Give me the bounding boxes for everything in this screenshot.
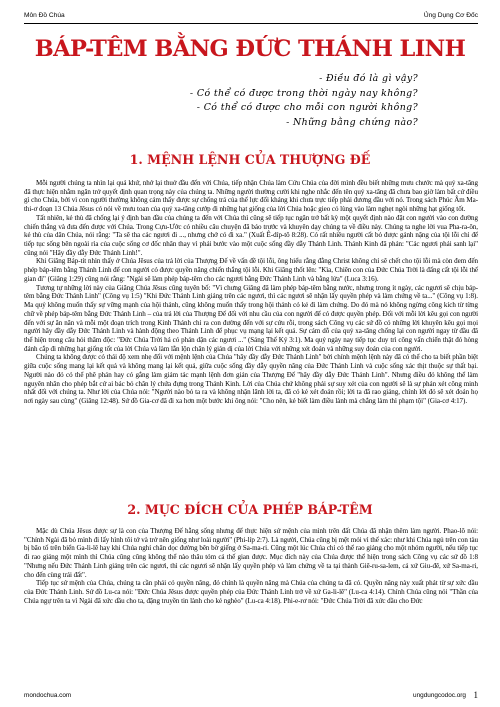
paragraph: Tương tự những lời này của Giăng Chúa Jêsus cũng tuyên bố: "Vì chưng Giăng đã làm phép báp-têm bằng nước, nhưng trong ít ngày, các ngươi sẽ chịu báp-têm bằng Đức Thánh Linh" (Công vụ 1:5) "Khi Đức Thánh Linh giáng trên các ngươi, thì các ngươi sẽ nhận lấy quyền phép và làm chứng về ta..." (Công vụ 1:8). Ma quỷ không muốn thấy sự vững mạnh của hội thánh, cũng không muốn thấy trong hội thánh có kẻ đi làm chứng. Do đó mà nó không ngừng công kích từ từng chữ về phép báp-têm bằng Đức Thánh Linh – của trả lời của Thượng Đế đối với nhu cầu của con người để có được quyền phép. Đối với mỗi lời kêu gọi con người đến với sự ăn năn và mỗi một đoạn trích trong Kinh Thánh chỉ ra con đường đến với sự cứu rỗi, trong sách Công vụ các sứ đồ có những lời khuyên kêu gọi mọi người hãy đầy dẫy Đức Thánh Linh và hành động theo Thánh Linh để phục vụ mạng lại kết quả. Sự cám dỗ của quỷ xa-tăng chống lại con người ngay từ đầu đã thể hiện trong câu hỏi thâm độc: "Đức Chúa Trời há có phán dặn các ngươi ..." (Sáng Thế Ký 3:1). Ma quỷ ngày nay tiếp tục duy trì công vấn chiến thật đó hòng đánh cắp đi những hạt giống tốt của lời Chúa và làm lẫn lộn chân lý giản dị của lời Chúa với những xét đoán và những suy đoán của con người.	[24, 283, 478, 353]
question-list	[118, 72, 418, 130]
page-footer	[24, 687, 478, 699]
question-item: - Những bằng chứng nào?	[286, 116, 418, 128]
section-body	[24, 527, 478, 605]
footer-left-link[interactable]: mondochua.com	[24, 692, 72, 699]
section-heading: 1. MỆNH LỆNH CỦA THƯỢNG ĐẾ	[129, 152, 371, 167]
question-item: - Điều đó là gì vậy?	[319, 73, 418, 84]
section-body	[24, 179, 478, 406]
section-heading: 2. MỤC ĐÍCH CỦA PHÉP BÁP-TÊM	[127, 502, 373, 517]
paragraph: Tất nhiên, kẻ thù đã chống lại ý định ban đầu của chúng ta đến với Chúa thì cũng sẽ tiếp tục ngăn trở bất kỳ một quyết định nào đặt con người vào con đường chiến thắng và đưa đến được với Chúa. Trong Cựu-Ước có nhiều câu chuyện đã báo trước và khuyên dạy chúng ta về điều này. Chúng ta nghe lời vua Pha-ra-ôn, kẻ thù của dân Chúa, nói rằng: "Ta sẽ tha các ngươi đi ..., nhưng chớ có đi xa." (Xuất Ê-díp-tô 8:28). Có rất nhiều người cất bỏ được gánh nặng của tội lỗi chỉ để tiếp tục sống bên ngoài rìa của cuộc sống cơ đốc nhân thay vì phải bước vào một cuộc sống đầy dẫy Thánh Linh. Thánh Kinh đã phán: "Các ngươi phải sanh lại" cũng nói "Hãy đầy dẫy Đức Thánh Linh!".	[24, 213, 478, 257]
page-header	[24, 11, 478, 24]
header-right-text: Ủng Dụng Cơ Đốc	[423, 12, 478, 19]
question-item: - Có thể có được trong thời ngày nay không?	[189, 87, 418, 99]
footer-right-link[interactable]: ungdungcodoc.org	[413, 692, 466, 699]
paragraph: Khi Giăng Báp-tít nhìn thấy ở Chúa Jêsus của trả lời của Thượng Đế về vấn đề tội lỗi, ông hiểu rằng đằng Christ không chỉ sẽ chết cho tội lỗi mà còn đem đến phép báp-têm bằng Thánh Linh để con người có được quyền năng chiến thắng tội lỗi. Khi Giăng thốt lên: "Kìa, Chiên con của Đức Chúa Trời là đấng cất tội lỗi thế gian đi" (Giăng 1:29) cũng nói rằng: "Ngài sẽ làm phép báp-têm cho các ngươi bằng Đức Thánh Linh và bằng lửa" (Luca 3:16).	[24, 257, 478, 283]
paragraph: Mặc dù Chúa Jêsus được sự là con của Thượng Đế hằng sống nhưng để thực hiện sứ mệnh của mình trên đất Chúa đã nhận thêm làm người. Phao-lô nói: "Chính Ngài đã bỏ mình đi lấy hình tôi tớ và trở nên giống như loài người" (Phi-líp 2:7). Là người, Chúa cũng bị mệt mỏi vì thế xác: như khi Chúa ngủ trên con tàu bị bão tố trên biển Ga-li-lê hay khi Chúa nghỉ chân dọc đường bên bờ giếng ở Sa-ma-ri. Cũng một lúc Chúa chỉ có thể rao giảng cho một nhóm người, nếu tiếp tục đi rao giảng một mình thì Chúa cũng cũng không thể nào thâu tóm cả thế gian được. Mục đích này của Chúa được thể hiện trong sách Công vụ các sứ đồ 1:8 "Nhưng nếu Đức Thánh Linh giáng trên các ngươi, thì các ngươi sẽ nhận lấy quyền phép và làm chứng về ta tại thành Giê-ru-sa-lem, cả xứ Giu-đê, xứ Sa-ma-ri, cho đến cùng trái đất".	[24, 527, 478, 579]
document-title: BÁP-TÊM BẰNG ĐỨC THÁNH LINH	[34, 36, 466, 62]
header-left-text: Môn Đồ Chúa	[24, 12, 65, 19]
paragraph: Chúng ta không được có thái độ xem nhẹ đối với mệnh lệnh của Chúa "hãy đầy dẫy Đức Thánh Linh" bởi chính mệnh lệnh này đã có thể cho ta biết phần biệt giữa cuộc sống mang lại kết quả và không mang lại kết quả, giữa cuộc sống đầy dẫy quyền năng của Đức Thánh Linh và cuộc sống xác thịt thuộc sự thất bại. Người nào đó có thể phê phán hay có gắng làm giảm tác mạnh lệnh đơn giản của Thượng Đế "hãy đầy dẫy Đức Thánh Linh". Nhưng điều đó không thể làm nguyên nhân cho phép bắt cứ ai bác bỏ chân lý chứa đựng trong Thánh Kinh. Lời của Chúa chứ không phải sự suy xét của con người sẽ là sự phán xét công minh nhất đối với chúng ta. Như lời của Chúa nói: "Người nào bỏ ta ra và không nhận lãnh lời ta, đã có kẻ xét đoán rồi; lời ta đã rao giảng, chính lời đó sẽ xét đoán họ nơi ngày sau cùng" (Giăng 12:48). Sứ đồ Gia-cơ đã đi xa hơn một bước khi ông nói: "Cho nên, kẻ biết làm điều lành mà chẳng làm thì phạm tội" (Gia-cơ 4:17).	[24, 353, 478, 405]
paragraph: Mỗi người chúng ta nhìn lại quá khứ, nhớ lại thuở đầu đến với Chúa, tiếp nhận Chúa làm Cứu Chúa của đời mình đều biết những mưu chước mà quỷ xa-tăng đã thực hiện nhằm ngăn trở quyết định quan trọng này của chúng ta. Những người thường cười khi nghe nhắc đến tên quỷ xa-tăng đã chưa bao giờ làm bất cứ điều gì cho Chúa, bởi vì con người thường không cảm thấy được sự chống trả của thế lực đối kháng khi chưa trực tiếp phải đương đầu với nó. Trong sách Phúc Âm Ma-thi-ơ đoạn 13 Chúa Jêsus có nói về mưu toan của quỷ xa-tăng cướp đi những hạt giống của lời Chúa hoặc gieo cỏ lùng vào làm nghẹt ngòi những hạt giống tốt.	[24, 179, 478, 214]
page-number: 1	[473, 690, 478, 700]
paragraph: Tiếp tục sứ mệnh của Chúa, chúng ta cần phải có quyền năng, đó chính là quyền năng mà Chúa của chúng ta đã có. Quyền năng này xuất phát từ sự xức dầu của Đức Thánh Linh. Sứ đồ Lu-ca nói: "Đức Chúa Jêsus được quyền phép của Đức Thánh Linh trở về xứ Ga-li-lê" (Lu-ca 4:14). Chính Chúa cũng nói "Thần của Chúa ngự trên ta vì Ngài đã xức dầu cho ta, đặng truyền tin lành cho kẻ nghèo" (Lu-ca 4:18). Phi-e-rơ nói: "Đức Chúa Trời đã xức dầu cho Đức	[24, 579, 478, 605]
question-item: - Có thể có được cho mỗi con người không?	[196, 102, 418, 114]
